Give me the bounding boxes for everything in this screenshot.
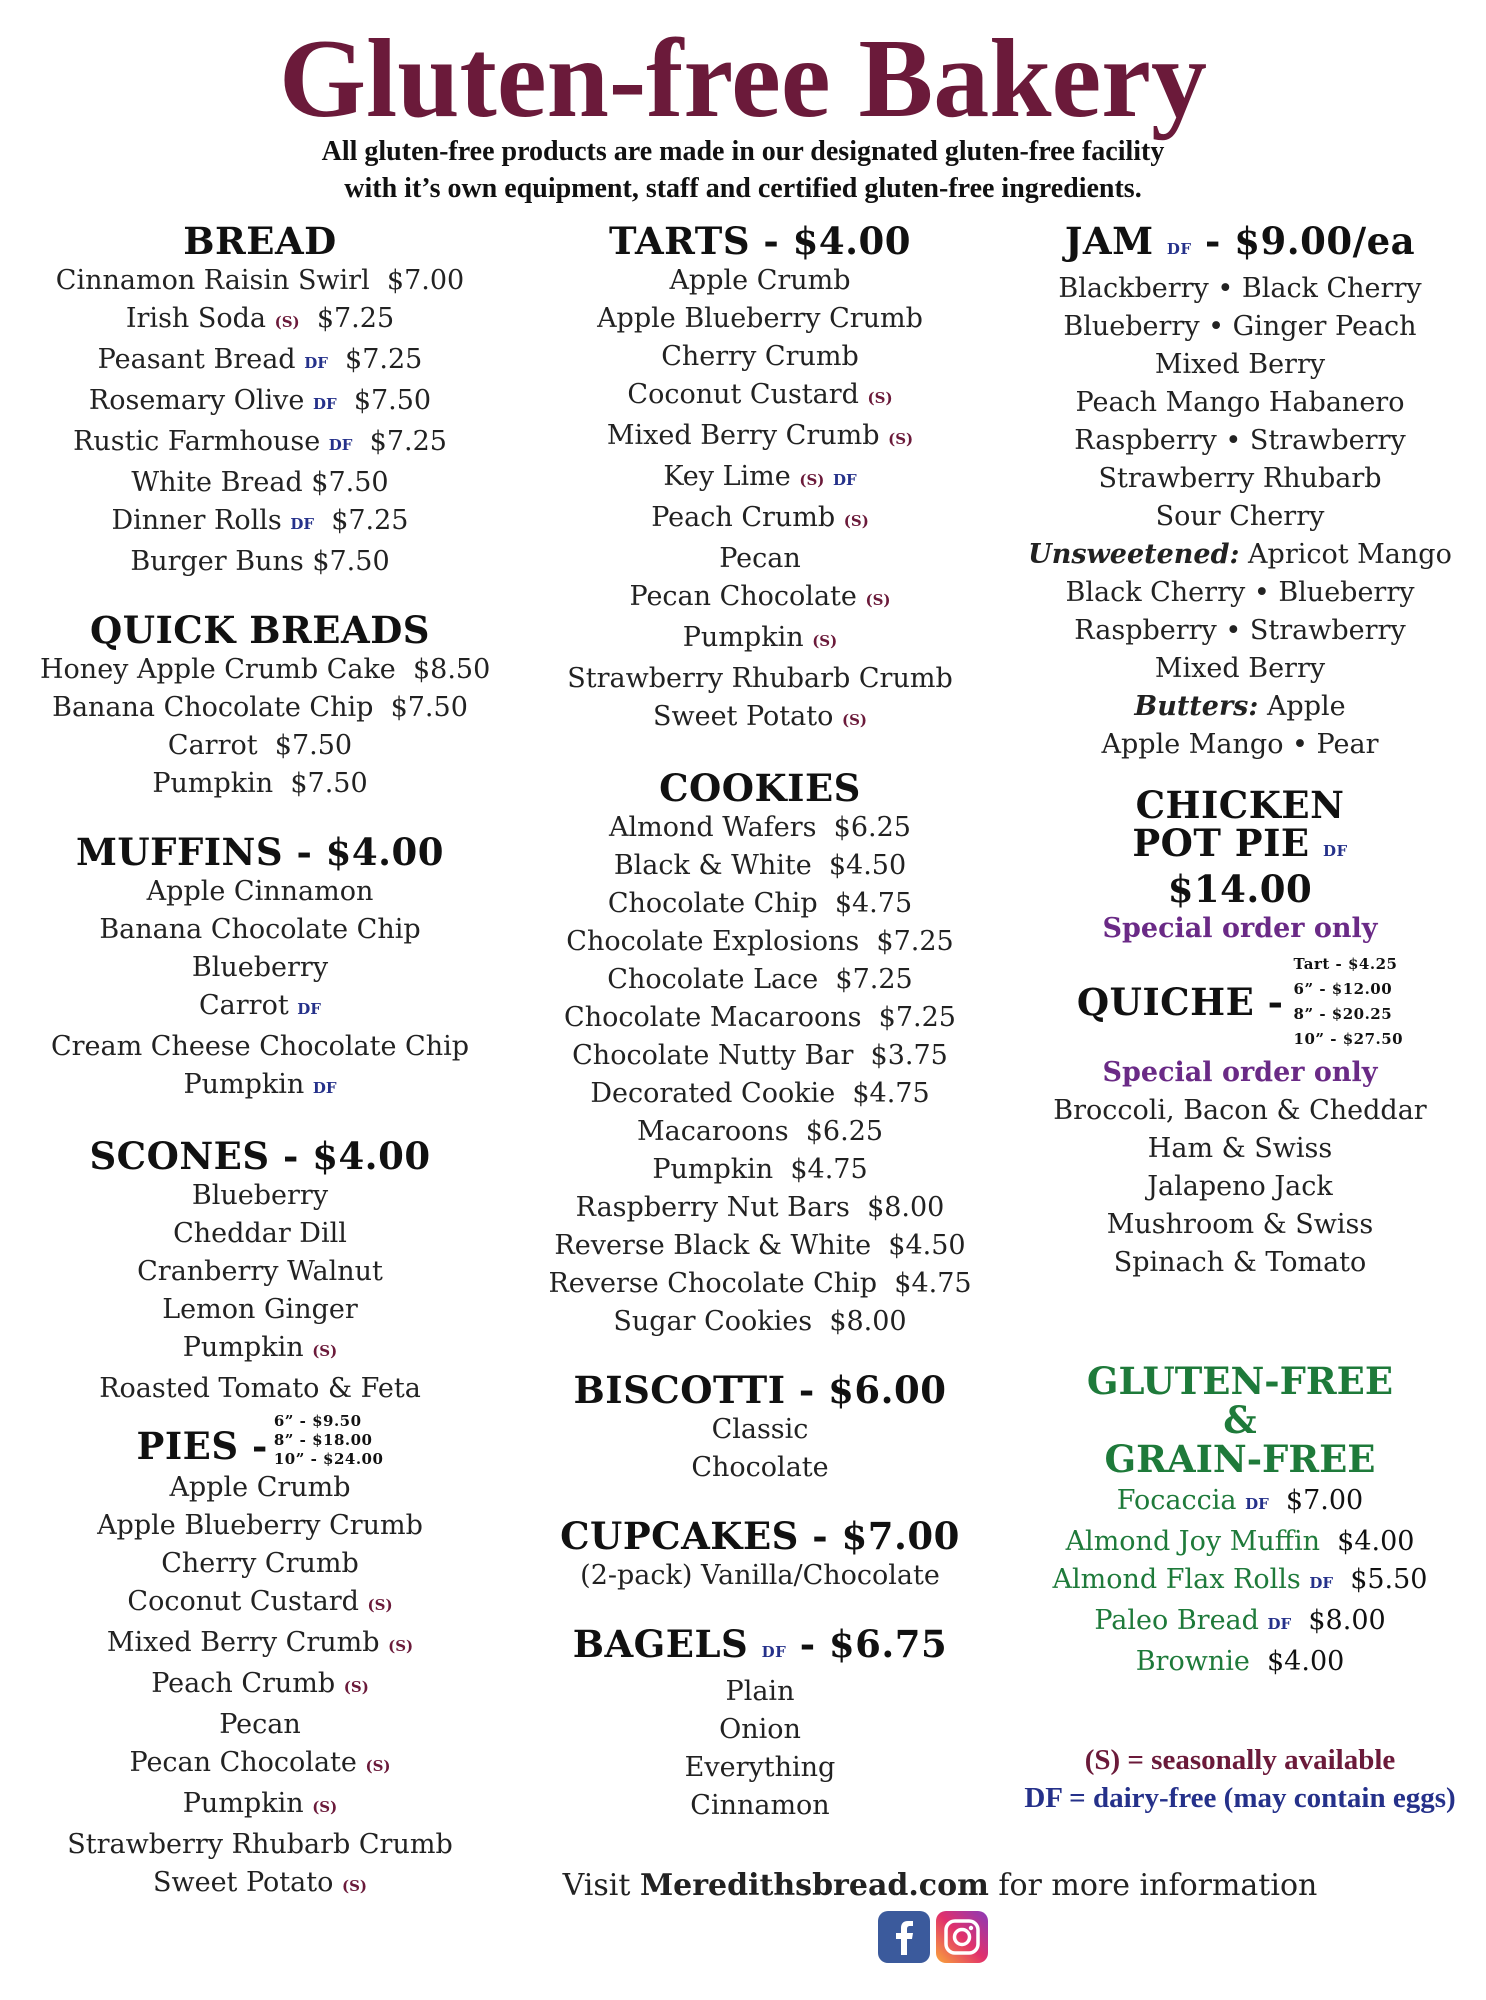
dairy-free-tag: DF (1267, 1615, 1292, 1633)
menu-item: Chocolate Lace $7.25 (607, 964, 913, 995)
menu-item: Macaroons $6.25 (636, 1116, 884, 1147)
menu-item: Reverse Chocolate Chip $4.75 (548, 1268, 972, 1299)
menu-item: Pecan (719, 543, 801, 574)
menu-item: Coconut Custard (S) (627, 379, 893, 410)
dairy-free-tag: DF (328, 436, 353, 454)
menu-item: Pumpkin $4.75 (652, 1154, 868, 1185)
section-title: BREAD (183, 219, 337, 263)
menu-item: Mixed Berry Crumb (S) (606, 420, 914, 451)
menu-item: Blueberry (191, 952, 329, 983)
menu-item: Onion (719, 1714, 801, 1745)
seasonal-tag: (S) (812, 632, 838, 650)
menu-item: Rustic Farmhouse DF $7.25 (73, 426, 447, 457)
menu-item: Apple Crumb (669, 265, 851, 296)
menu-item: Almond Flax Rolls DF $5.50 (1052, 1564, 1428, 1595)
section-title: GLUTEN-FREE (1086, 1359, 1394, 1403)
menu-item: Pumpkin (S) (182, 1332, 338, 1363)
section-muffins (40, 831, 480, 1107)
menu-item: Cream Cheese Chocolate Chip (50, 1031, 470, 1062)
pies-title: PIES - (136, 1423, 268, 1468)
menu-column-right (1020, 220, 1460, 1817)
section-title (1020, 952, 1460, 1052)
menu-item: Cinnamon Raisin Swirl $7.00 (55, 265, 465, 296)
menu-item: Pecan Chocolate (S) (129, 1747, 391, 1778)
menu-item: Brownie $4.00 (1135, 1646, 1345, 1677)
section-title: SCONES - $4.00 (89, 1134, 431, 1178)
section-title: & (1223, 1398, 1257, 1442)
menu-item: Apple Mango • Pear (1101, 729, 1379, 760)
menu-item: Pumpkin (S) (682, 622, 838, 653)
section-title: COOKIES (659, 766, 861, 810)
menu-item: Pecan Chocolate (S) (629, 581, 891, 612)
section-title: BAGELS DF - $6.75 (572, 1622, 948, 1666)
menu-item: Chocolate Macaroons $7.25 (564, 1002, 956, 1033)
legend (1020, 1741, 1460, 1817)
menu-item: Cinnamon (690, 1790, 830, 1821)
section-title: CUPCAKES - $7.00 (560, 1514, 960, 1558)
menu-item: Butters: Apple (1134, 691, 1346, 722)
pot-pie-price: $14.00 (1167, 867, 1313, 911)
menu-item: Mixed Berry Crumb (S) (106, 1627, 414, 1658)
menu-item: Sweet Potato (S) (152, 1867, 367, 1898)
dairy-free-tag: DF (832, 471, 857, 489)
seasonal-tag: (S) (867, 389, 893, 407)
menu-item: (2-pack) Vanilla/Chocolate (580, 1560, 940, 1591)
legend-dairy-free: DF = dairy-free (may contain eggs) (1024, 1782, 1456, 1814)
menu-item: White Bread $7.50 (131, 467, 389, 498)
section-grain-free (1020, 1358, 1460, 1681)
menu-item: Irish Soda (S) $7.25 (125, 303, 395, 334)
dairy-free-tag: DF (312, 1079, 337, 1097)
menu-item: Pecan (219, 1709, 301, 1740)
menu-item: Burger Buns $7.50 (130, 546, 390, 577)
section-quiche (1020, 952, 1460, 1282)
seasonal-tag: (S) (343, 1678, 369, 1696)
menu-item: Coconut Custard (S) (127, 1586, 393, 1617)
menu-item: Plain (725, 1676, 795, 1707)
menu-item: Roasted Tomato & Feta (99, 1373, 421, 1404)
dairy-free-tag: DF (304, 354, 328, 372)
page-subtitle (0, 133, 1486, 207)
menu-item: Chocolate Explosions $7.25 (566, 926, 954, 957)
seasonal-tag: (S) (341, 1877, 367, 1895)
menu-item: Apple Blueberry Crumb (597, 303, 923, 334)
section-title: CHICKEN (1135, 783, 1345, 827)
instagram-icon[interactable] (936, 1911, 988, 1963)
menu-item: Cheddar Dill (173, 1218, 347, 1249)
menu-item: Blueberry • Ginger Peach (1063, 311, 1417, 342)
quiche-sizes: Tart - $4.25 6” - $12.00 8” - $20.25 10” - $27.50 (1293, 955, 1404, 1048)
page-title: Gluten-free Bakery (279, 17, 1207, 141)
menu-item: Cranberry Walnut (137, 1256, 383, 1287)
menu-item: Cherry Crumb (661, 341, 859, 372)
menu-item: Cherry Crumb (161, 1548, 359, 1579)
menu-item: Sweet Potato (S) (652, 701, 867, 732)
menu-item: Strawberry Rhubarb Crumb (67, 1829, 453, 1860)
section-title: BISCOTTI - $6.00 (573, 1368, 947, 1412)
special-order-note: Special order only (1102, 913, 1378, 944)
menu-item: Blueberry (191, 1180, 329, 1211)
seasonal-tag: (S) (843, 512, 869, 530)
facebook-icon[interactable] (878, 1911, 930, 1963)
seasonal-tag: (S) (365, 1757, 391, 1775)
menu-item: Decorated Cookie $4.75 (590, 1078, 930, 1109)
menu-item: Spinach & Tomato (1113, 1247, 1367, 1278)
seasonal-tag: (S) (312, 1342, 338, 1360)
menu-item: Pumpkin (S) (182, 1788, 338, 1819)
section-title: GRAIN-FREE (1104, 1437, 1376, 1481)
menu-item: Broccoli, Bacon & Cheddar (1053, 1095, 1427, 1126)
menu-item: Banana Chocolate Chip (99, 914, 421, 945)
special-order-note: Special order only (1102, 1057, 1378, 1088)
seasonal-tag: (S) (865, 591, 891, 609)
menu-column-middle (530, 220, 990, 1825)
section-title: QUICK BREADS (89, 608, 431, 652)
menu-item: Raspberry • Strawberry (1074, 615, 1406, 646)
menu-item: Strawberry Rhubarb Crumb (567, 663, 953, 694)
menu-item: Mixed Berry (1154, 653, 1326, 684)
menu-item: Almond Wafers $6.25 (609, 812, 911, 843)
menu-item: Classic (711, 1414, 809, 1445)
menu-item: Chocolate Chip $4.75 (607, 888, 913, 919)
section-bread (40, 220, 480, 581)
legend-seasonal: (S) = seasonally available (1084, 1744, 1396, 1776)
menu-item: Raspberry • Strawberry (1074, 425, 1406, 456)
section-cupcakes (530, 1515, 990, 1595)
section-tarts (530, 220, 990, 739)
menu-item: Chocolate Nutty Bar $3.75 (572, 1040, 948, 1071)
menu-item: Lemon Ginger (162, 1294, 358, 1325)
menu-item: Apple Crumb (169, 1472, 351, 1503)
menu-item: Black & White $4.50 (613, 850, 907, 881)
menu-item: Unsweetened: Apricot Mango (1028, 539, 1452, 570)
section-biscotti (530, 1369, 990, 1487)
menu-column-left (40, 219, 491, 1905)
menu-item: Key Lime (S) DF (663, 461, 857, 492)
dairy-free-tag: DF (1323, 842, 1348, 860)
menu-item: Peach Mango Habanero (1075, 387, 1405, 418)
section-scones (40, 1135, 480, 1408)
menu-item: Carrot DF (199, 990, 321, 1021)
dairy-free-tag: DF (297, 1000, 321, 1018)
section-bagels (530, 1623, 990, 1825)
seasonal-tag: (S) (274, 313, 300, 331)
section-title (40, 1412, 480, 1469)
seasonal-tag: (S) (799, 471, 825, 489)
section-jam (1020, 220, 1460, 764)
visit-line: Visit Meredithsbread.com for more information (562, 1868, 1318, 1903)
section-quick-breads (40, 608, 491, 803)
menu-item: Blackberry • Black Cherry (1058, 273, 1422, 304)
seasonal-tag: (S) (388, 1637, 414, 1655)
dairy-free-tag: DF (312, 395, 337, 413)
section-title: JAM DF - $9.00/ea (1064, 219, 1416, 263)
menu-item: Honey Apple Crumb Cake $8.50 (40, 654, 491, 685)
dairy-free-tag: DF (1245, 1495, 1269, 1513)
menu-item: Reverse Black & White $4.50 (554, 1230, 966, 1261)
menu-item: Pumpkin $7.50 (152, 768, 368, 799)
menu-item: Everything (684, 1752, 836, 1783)
subtitle-line: with it’s own equipment, staff and certified gluten-free ingredients. (344, 173, 1142, 204)
menu-item: Dinner Rolls DF $7.25 (111, 505, 409, 536)
section-title: MUFFINS - $4.00 (75, 830, 445, 874)
menu-item: Apple Blueberry Crumb (97, 1510, 423, 1541)
menu-item: Mixed Berry (1154, 349, 1326, 380)
menu-item: Carrot $7.50 (167, 730, 353, 761)
section-title: POT PIE DF (1132, 821, 1348, 865)
pies-sizes: 6” - $9.50 8” - $18.00 10” - $24.00 (273, 1412, 384, 1468)
section-pies (40, 1412, 480, 1905)
seasonal-tag: (S) (367, 1596, 393, 1614)
dairy-free-tag: DF (290, 515, 315, 533)
website-link[interactable]: Meredithsbread.com (639, 1868, 989, 1903)
menu-item: Jalapeno Jack (1147, 1171, 1333, 1202)
menu-item: Pumpkin DF (183, 1069, 337, 1100)
menu-item: Peach Crumb (S) (151, 1668, 369, 1699)
butters-label: Butters: (1134, 691, 1259, 722)
menu-item: Focaccia DF $7.00 (1116, 1485, 1364, 1516)
menu-item: Apple Cinnamon (146, 876, 374, 907)
menu-item: Black Cherry • Blueberry (1065, 577, 1415, 608)
menu-item: Sour Cherry (1155, 501, 1325, 532)
seasonal-tag: (S) (312, 1798, 338, 1816)
dairy-free-tag: DF (1309, 1574, 1334, 1592)
menu-item: Ham & Swiss (1147, 1133, 1333, 1164)
seasonal-tag: (S) (888, 430, 914, 448)
menu-item: Almond Joy Muffin $4.00 (1065, 1526, 1415, 1557)
menu-item: Peach Crumb (S) (651, 502, 869, 533)
section-title: TARTS - $4.00 (608, 219, 912, 263)
seasonal-tag: (S) (841, 711, 867, 729)
menu-item: Rosemary Olive DF $7.50 (88, 385, 432, 416)
menu-item: Chocolate (691, 1452, 829, 1483)
subtitle-line: All gluten-free products are made in our designated gluten-free facility (321, 136, 1165, 167)
menu-item: Raspberry Nut Bars $8.00 (575, 1192, 945, 1223)
menu-item: Banana Chocolate Chip $7.50 (52, 692, 468, 723)
dairy-free-tag: DF (761, 1643, 787, 1661)
menu-item: Paleo Bread DF $8.00 (1094, 1605, 1386, 1636)
unsweetened-label: Unsweetened: (1028, 539, 1240, 570)
section-cookies (530, 767, 990, 1341)
section-pot-pie (1020, 783, 1460, 948)
quiche-title: QUICHE - (1076, 980, 1284, 1024)
menu-item: Peasant Bread DF $7.25 (97, 344, 423, 375)
menu-item: Mushroom & Swiss (1106, 1209, 1374, 1240)
menu-item: Sugar Cookies $8.00 (613, 1306, 907, 1337)
dairy-free-tag: DF (1166, 240, 1192, 258)
menu-item: Strawberry Rhubarb (1098, 463, 1382, 494)
social-icons (878, 1911, 988, 1963)
